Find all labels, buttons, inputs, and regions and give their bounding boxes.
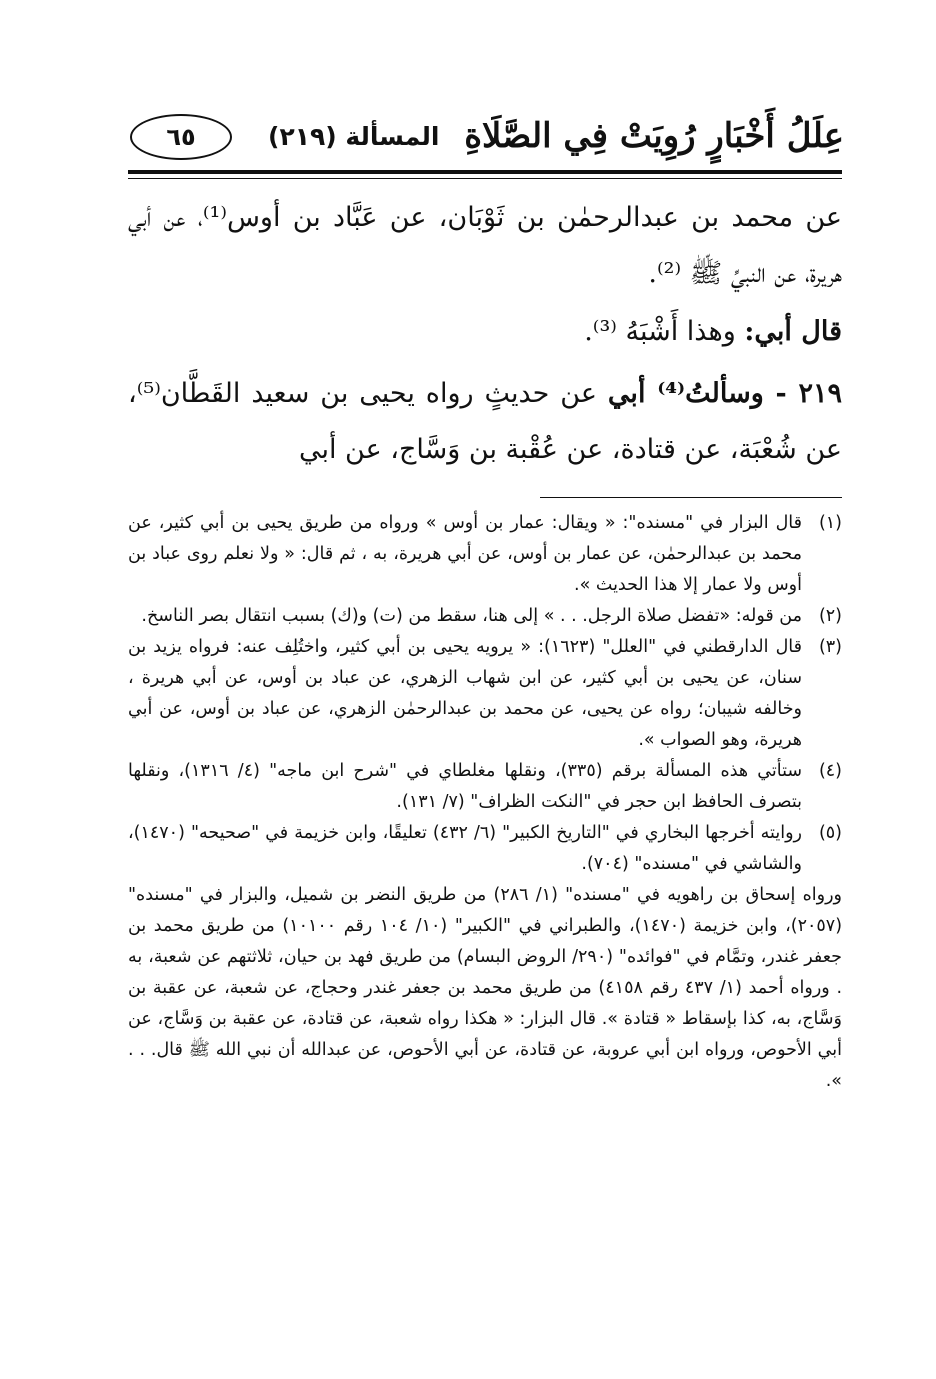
- page-number-badge: [130, 114, 232, 160]
- footnote-separator: [540, 497, 842, 498]
- header-rule-thick: [128, 170, 842, 174]
- question-text: عن حديثٍ رواه يحيى بن سعيد القَطَّان⁽⁵⁾، عن شُعْبَة، عن قتادة، عن عُقْبة بن وَسَّاج، عن أبي: [128, 378, 842, 465]
- footnote: [128, 632, 842, 756]
- paragraph-chain: عن محمد بن عبدالرحمٰن بن ثَوْبَان، عن عَبَّاد بن أوس⁽¹⁾، عن أبي هريرة، عن النبيِّ ﷺ ⁽²⁾.: [128, 202, 842, 289]
- book-title: عِلَلُ أَخْبَارٍ رُوِيَتْ فِي الصَّلَاةِ: [464, 116, 844, 156]
- section-label: المسألة (٢١٩): [268, 122, 440, 151]
- verdict-label: قال أبي:: [744, 316, 842, 347]
- footnote-text: قال الدارقطني في "العلل" (١٦٢٣): « يرويه يحيى بن أبي كثير، واختُلِف عنه: فرواه يزيد بن سنان، عن يحيى بن أبي كثير، عن ابن شهاب الزهري، عن عباد بن أوس، عن أبي هريرة ، وخالفه شيبان؛ رواه عن يحيى، عن محمد بن عبدالرحمٰن الزهري، عن عباد بن أوس، عن أبي هريرة، وهو الصواب ».: [128, 637, 802, 750]
- footnote: [128, 756, 842, 818]
- paragraph-verdict: [128, 304, 842, 360]
- footnote-number: (٤): [818, 761, 842, 781]
- page-number: ٦٥: [166, 123, 196, 151]
- verdict-text: وهذا أَشْبَهُ ⁽³⁾.: [584, 316, 736, 347]
- footnotes: [128, 508, 842, 1097]
- footnote: [128, 508, 842, 601]
- paragraph-question: [128, 366, 842, 478]
- footnote: [128, 818, 842, 880]
- footnote-text: ستأتي هذه المسألة برقم (٣٣٥)، ونقلها مغلطاي في "شرح ابن ماجه" (٤/ ١٣١٦)، ونقلها بتصرف الحافظ ابن حجر في "النكت الظراف" (٧/ ١٣١).: [128, 761, 803, 812]
- footnote-number: (٢): [818, 606, 842, 626]
- footnote-number: (١): [818, 513, 842, 533]
- footnote-text: قال البزار في "مسنده": « ويقال: عمار بن أوس » ورواه من طريق يحيى بن أبي كثير، عن محمد بن عبدالرحمٰن، عن عمار بن أوس، عن أبي هريرة، به ، ثم قال: « ولا نعلم روى عباد بن أوس ولا عمار إلا هذا الحديث ».: [128, 513, 802, 595]
- main-text: [128, 190, 842, 478]
- question-label: ٢١٩ - وسألتُ⁽⁴⁾ أبي: [607, 378, 842, 409]
- header-rule-thin: [128, 178, 842, 179]
- footnote-continuation: ورواه إسحاق بن راهويه في "مسنده" (١/ ٢٨٦) من طريق النضر بن شميل، والبزار في "مسنده" (٢٠٥٧)، وابن خزيمة (١٤٧٠)، والطبراني في "الكبير" (١٠/ ١٠٤ رقم ١٠١٠٠) من طريق محمد بن جعفر غندر، وتمَّام في "فوائده" (٢٩٠/ الروض البسام) من طريق فهد بن حيان، ثلاثتهم عن شعبة، به . ورواه أحمد (١/ ٤٣٧ رقم ٤١٥٨) من طريق محمد بن جعفر غندر وحجاج، عن شعبة، عن عقبة بن وَسَّاج، به، كذا بإسقاط « قتادة ». قال البزار: « هكذا رواه شعبة، عن قتادة، عن عقبة بن وَسَّاج، عن أبي الأحوص، ورواه ابن أبي عروبة، عن قتادة، عن أبي الأحوص، عن عبدالله أن نبي الله ﷺ قال. . . ».: [128, 885, 843, 1091]
- footnote-text: روايته أخرجها البخاري في "التاريخ الكبير" (٦/ ٤٣٢) تعليقًا، وابن خزيمة في "صحيحه" (١٤٧٠)، والشاشي في "مسنده" (٧٠٤).: [128, 823, 802, 874]
- footnote-text: من قوله: «تفضل صلاة الرجل. . . » إلى هنا، سقط من (ت) و(ك) بسبب انتقال بصر الناسخ.: [141, 606, 802, 626]
- footnote: [128, 601, 842, 632]
- footnote-number: (٣): [818, 637, 842, 657]
- footnote-number: (٥): [818, 823, 842, 843]
